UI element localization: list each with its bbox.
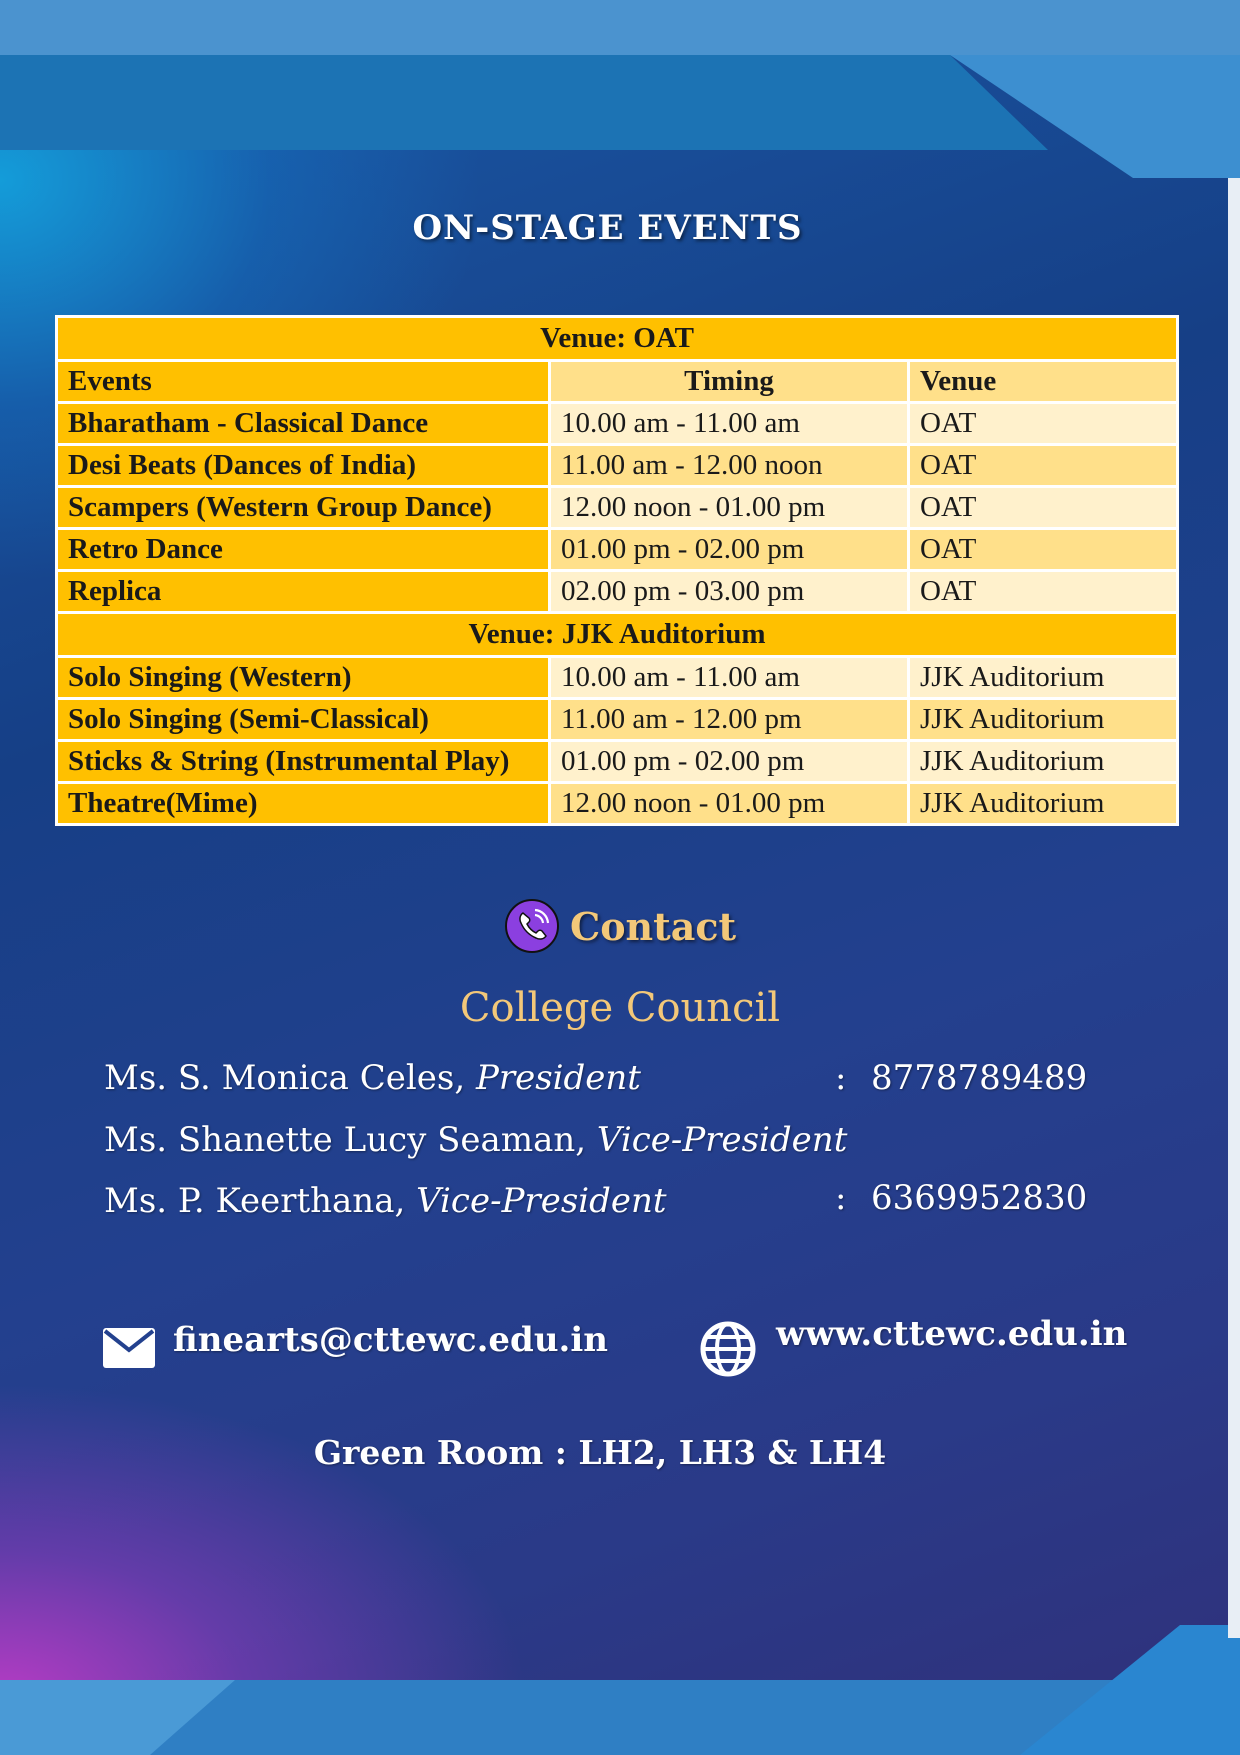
venue-band-oat: Venue: OAT <box>57 317 1178 361</box>
event-venue: JJK Auditorium <box>909 699 1178 741</box>
council-member <box>104 1058 641 1098</box>
event-venue: JJK Auditorium <box>909 657 1178 699</box>
member-role: Vice-President <box>596 1120 848 1160</box>
event-timing: 10.00 am - 11.00 am <box>550 657 909 699</box>
event-name: Retro Dance <box>57 529 550 571</box>
event-timing: 02.00 pm - 03.00 pm <box>550 571 909 613</box>
table-row <box>57 699 1178 741</box>
page-title: ON-STAGE EVENTS <box>412 208 803 248</box>
schedule-table <box>55 315 1179 826</box>
event-timing: 12.00 noon - 01.00 pm <box>550 783 909 825</box>
member-phone[interactable] <box>835 1058 1087 1098</box>
phone-icon <box>504 898 560 954</box>
event-venue: OAT <box>909 487 1178 529</box>
phone-separator: : <box>835 1178 847 1218</box>
event-timing: 11.00 am - 12.00 pm <box>550 699 909 741</box>
table-row <box>57 445 1178 487</box>
event-name: Sticks & String (Instrumental Play) <box>57 741 550 783</box>
member-name: Ms. S. Monica Celes, <box>104 1058 466 1098</box>
event-venue: JJK Auditorium <box>909 741 1178 783</box>
event-timing: 01.00 pm - 02.00 pm <box>550 529 909 571</box>
member-role: President <box>475 1058 641 1098</box>
event-name: Replica <box>57 571 550 613</box>
event-timing: 11.00 am - 12.00 noon <box>550 445 909 487</box>
contact-heading <box>0 898 1240 959</box>
globe-icon <box>700 1321 756 1377</box>
table-row <box>57 741 1178 783</box>
website-link[interactable]: www.cttewc.edu.in <box>776 1314 1128 1354</box>
event-venue: OAT <box>909 403 1178 445</box>
table-row <box>57 487 1178 529</box>
table-row <box>57 403 1178 445</box>
table-row <box>57 529 1178 571</box>
member-phone[interactable] <box>835 1178 1087 1218</box>
event-venue: JJK Auditorium <box>909 783 1178 825</box>
event-name: Desi Beats (Dances of India) <box>57 445 550 487</box>
event-timing: 01.00 pm - 02.00 pm <box>550 741 909 783</box>
phone-separator: : <box>835 1058 847 1098</box>
green-room-info: Green Room : LH2, LH3 & LH4 <box>313 1433 887 1472</box>
council-title: College Council <box>459 985 781 1031</box>
phone-number: 8778789489 <box>871 1058 1088 1098</box>
phone-number: 6369952830 <box>871 1178 1088 1218</box>
event-name: Solo Singing (Semi-Classical) <box>57 699 550 741</box>
council-member <box>104 1120 847 1160</box>
table-row <box>57 783 1178 825</box>
event-name: Scampers (Western Group Dance) <box>57 487 550 529</box>
contact-label: Contact <box>569 903 737 949</box>
council-member <box>104 1181 667 1221</box>
table-row <box>57 657 1178 699</box>
member-role: Vice-President <box>416 1181 667 1221</box>
table-row <box>57 571 1178 613</box>
header-venue: Venue <box>909 361 1178 403</box>
member-name: Ms. P. Keerthana, <box>104 1181 406 1221</box>
event-venue: OAT <box>909 445 1178 487</box>
header-timing: Timing <box>550 361 909 403</box>
mail-icon <box>103 1328 155 1368</box>
event-name: Bharatham - Classical Dance <box>57 403 550 445</box>
email-link[interactable]: finearts@cttewc.edu.in <box>173 1320 609 1360</box>
venue-band-jjk: Venue: JJK Auditorium <box>57 613 1178 657</box>
event-name: Solo Singing (Western) <box>57 657 550 699</box>
table-header-row <box>57 361 1178 403</box>
event-venue: OAT <box>909 571 1178 613</box>
event-name: Theatre(Mime) <box>57 783 550 825</box>
event-timing: 12.00 noon - 01.00 pm <box>550 487 909 529</box>
member-name: Ms. Shanette Lucy Seaman, <box>104 1120 587 1160</box>
event-venue: OAT <box>909 529 1178 571</box>
event-timing: 10.00 am - 11.00 am <box>550 403 909 445</box>
header-events: Events <box>57 361 550 403</box>
